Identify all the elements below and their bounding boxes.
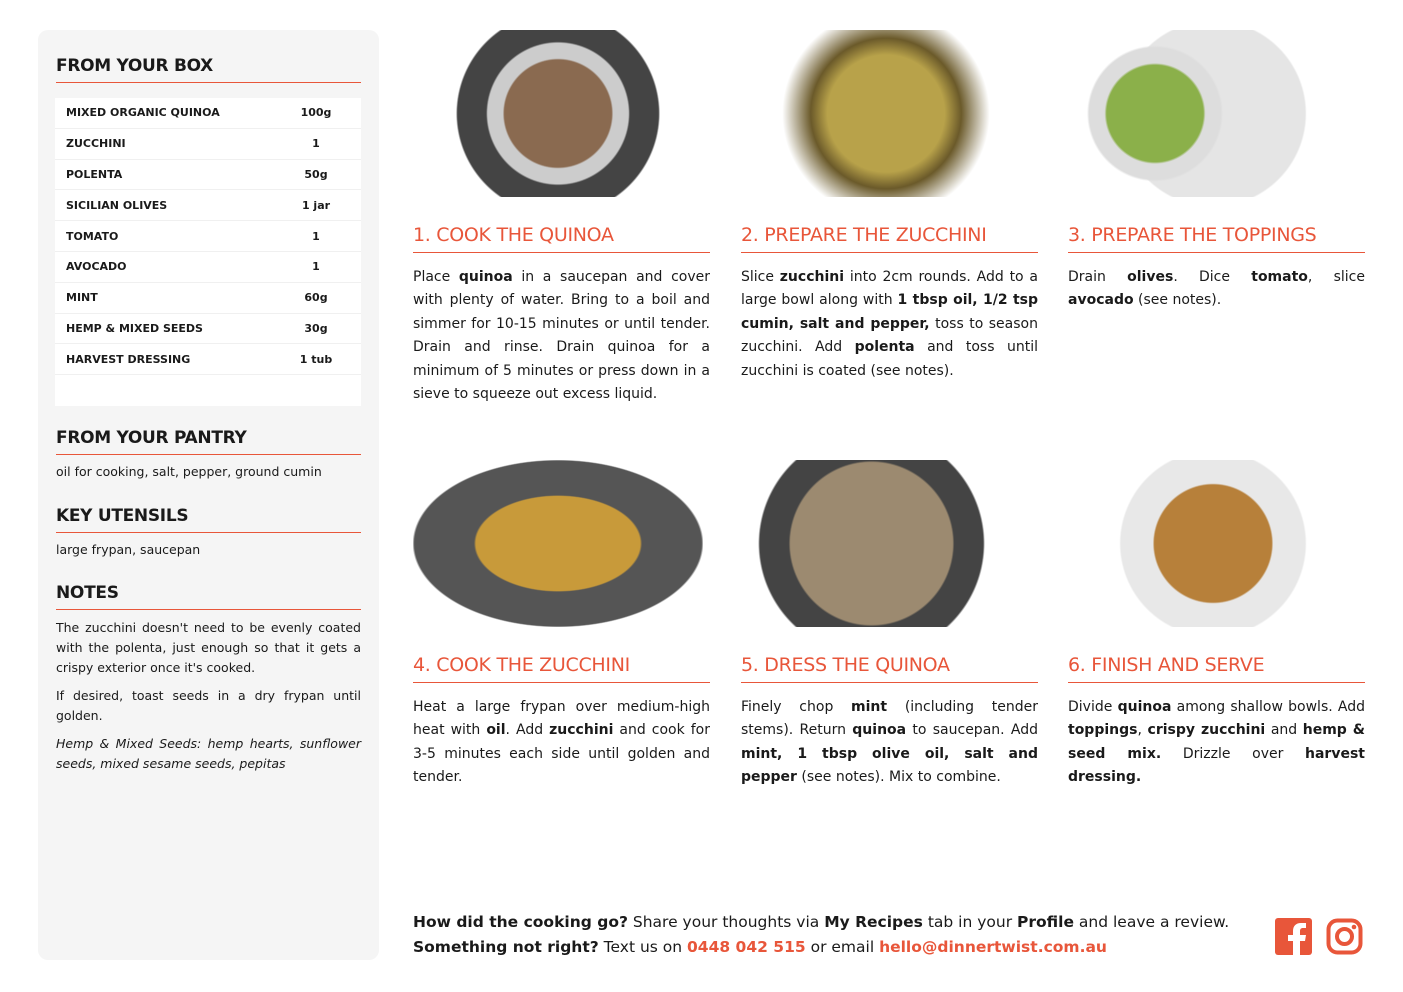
pantry-text: oil for cooking, salt, pepper, ground cumin (56, 464, 322, 479)
step-text: toss to season zucchini. Add (741, 315, 1038, 356)
step-title: 3. PREPARE THE TOPPINGS (1068, 224, 1365, 253)
step-text: and cook for 3-5 minutes each side until golden and tender. (413, 722, 710, 786)
ingredient-name: ZUCCHINI (66, 137, 126, 151)
step-photo (1068, 460, 1358, 627)
ingredient-qty: 1 jar (301, 198, 331, 212)
step-photo (413, 460, 703, 627)
step-body (413, 266, 710, 406)
step-photo (1068, 30, 1358, 197)
facebook-icon[interactable] (1275, 918, 1312, 955)
step-title: 4. COOK THE ZUCCHINI (413, 654, 710, 683)
ingredient-row (55, 160, 361, 191)
step-text: (including tender stems). Return (741, 699, 1038, 739)
ingredient-highlight: zucchini (779, 269, 845, 285)
ingredient-highlight: crispy zucchini (1147, 722, 1266, 739)
note: The zucchini doesn't need to be evenly coated with the polenta, just enough so that it gets a crispy exterior once it's cooked. (56, 620, 361, 675)
utensils-title: KEY UTENSILS (56, 506, 361, 533)
footer-text: or email (805, 938, 880, 956)
ingredient-row (55, 252, 361, 283)
feedback-question: How did the cooking go? (413, 913, 628, 931)
instagram-icon[interactable] (1326, 918, 1363, 955)
ingredient-name: TOMATO (66, 229, 119, 243)
email-link[interactable]: hello@dinnertwist.com.au (879, 938, 1107, 956)
ingredient-highlight: tomato (1251, 269, 1308, 285)
footer-text: Share your thoughts via (627, 913, 825, 931)
ingredient-name: MIXED ORGANIC QUINOA (66, 106, 220, 120)
support-question: Something not right? (413, 938, 599, 956)
ingredient-highlight: harvest dressing. (1068, 745, 1365, 786)
step-text: (see notes). (1133, 292, 1222, 309)
ingredient-qty: 30g (304, 321, 328, 335)
ingredient-highlight: hemp & seed mix. (1068, 722, 1366, 762)
step-text: . Dice (1173, 269, 1252, 285)
sidebar (38, 30, 379, 960)
ingredient-highlight: quinoa (852, 722, 907, 739)
notes-title: NOTES (56, 583, 361, 610)
profile-link[interactable]: Profile (1017, 913, 1074, 931)
step-body (1068, 696, 1365, 790)
ingredient-name: POLENTA (66, 167, 123, 181)
ingredient-highlight: avocado (1068, 292, 1134, 309)
ingredient-qty: 1 tub (299, 352, 333, 366)
ingredient-row (55, 98, 361, 129)
step-text: to saucepan. Add (906, 722, 1038, 739)
footer-text: tab in your (922, 913, 1018, 931)
step-text: (see notes). Mix to combine. (796, 769, 1001, 786)
ingredient-name: MINT (66, 291, 98, 305)
ingredient-highlight: olives (1127, 269, 1174, 285)
step-text: Heat a large frypan over medium-high heat with (413, 699, 710, 739)
utensils-text: large frypan, saucepan (56, 542, 201, 557)
step-title: 1. COOK THE QUINOA (413, 224, 710, 253)
ingredient-highlight: mint (851, 699, 888, 715)
step-text: among shallow bowls. Add (1171, 699, 1366, 715)
step-text: in a saucepan and cover with plenty of water. Bring to a boil and simmer for 10-15 minutes or until tender. Drain and rinse. Drain quinoa for a minimum of 5 minutes or press down in a sieve to squeeze out excess liquid. (413, 269, 711, 403)
step-text: Finely chop (741, 699, 852, 715)
phone-link[interactable]: 0448 042 515 (687, 938, 806, 956)
ingredient-qty: 60g (304, 291, 328, 305)
ingredient-highlight: zucchini (549, 722, 614, 739)
footer-text: Text us on (598, 938, 688, 956)
ingredient-name: AVOCADO (66, 260, 127, 274)
step-text: Drain (1068, 269, 1128, 285)
ingredient-qty: 1 (312, 260, 320, 274)
notes (56, 618, 361, 782)
step-title: 5. DRESS THE QUINOA (741, 654, 1038, 683)
step-text: , (1137, 722, 1148, 739)
footer (413, 910, 1229, 960)
step-text: . Add (505, 722, 550, 739)
ingredient-row (55, 344, 361, 375)
ingredient-qty: 1 (312, 229, 320, 243)
ingredient-row (55, 190, 361, 221)
step-photo (741, 30, 1031, 197)
ingredient-name: SICILIAN OLIVES (66, 198, 168, 212)
box-title: FROM YOUR BOX (56, 56, 361, 83)
ingredients-table (55, 98, 361, 406)
step-text: into 2cm rounds. Add to a large bowl along with (741, 269, 1038, 309)
step-text: Drizzle over (1161, 745, 1306, 762)
ingredient-qty: 100g (300, 106, 332, 120)
step-body (741, 696, 1038, 790)
ingredient-row (55, 283, 361, 314)
step-text: and (1265, 722, 1303, 739)
step-title: 6. FINISH AND SERVE (1068, 654, 1365, 683)
step-photo (413, 30, 703, 197)
my-recipes-link[interactable]: My Recipes (824, 913, 923, 931)
ingredient-highlight: 1 tbsp oil, 1/2 tsp cumin, salt and pepper, (741, 292, 1038, 332)
step-body (1068, 266, 1365, 313)
step-text: and toss until zucchini is coated (see notes). (741, 339, 1038, 379)
ingredient-qty: 1 (312, 137, 320, 151)
pantry-title: FROM YOUR PANTRY (56, 428, 361, 455)
ingredient-highlight: mint, 1 tbsp olive oil, salt and pepper (741, 745, 1038, 786)
ingredient-highlight: quinoa (1117, 699, 1172, 715)
footer-text: and leave a review. (1073, 913, 1230, 931)
step-title: 2. PREPARE THE ZUCCHINI (741, 224, 1038, 253)
ingredient-highlight: oil (486, 722, 506, 739)
ingredient-highlight: toppings (1068, 722, 1138, 739)
step-photo (741, 460, 1031, 627)
ingredient-name: HARVEST DRESSING (66, 352, 191, 366)
ingredient-qty: 50g (304, 167, 328, 181)
note: If desired, toast seeds in a dry frypan until golden. (56, 688, 361, 723)
note-italic: Hemp & Mixed Seeds: hemp hearts, sunflower seeds, mixed sesame seeds, pepitas (56, 736, 361, 771)
step-body (741, 266, 1038, 383)
step-text: , slice (1307, 269, 1365, 285)
step-text: Place (413, 269, 459, 285)
ingredient-name: HEMP & MIXED SEEDS (66, 321, 203, 335)
ingredient-highlight: quinoa (458, 269, 513, 285)
ingredient-row (55, 129, 361, 160)
step-body (413, 696, 710, 790)
ingredient-row (55, 314, 361, 345)
step-text: Slice (741, 269, 780, 285)
step-text: Divide (1068, 699, 1118, 715)
ingredient-row (55, 221, 361, 252)
ingredient-highlight: polenta (854, 339, 915, 356)
